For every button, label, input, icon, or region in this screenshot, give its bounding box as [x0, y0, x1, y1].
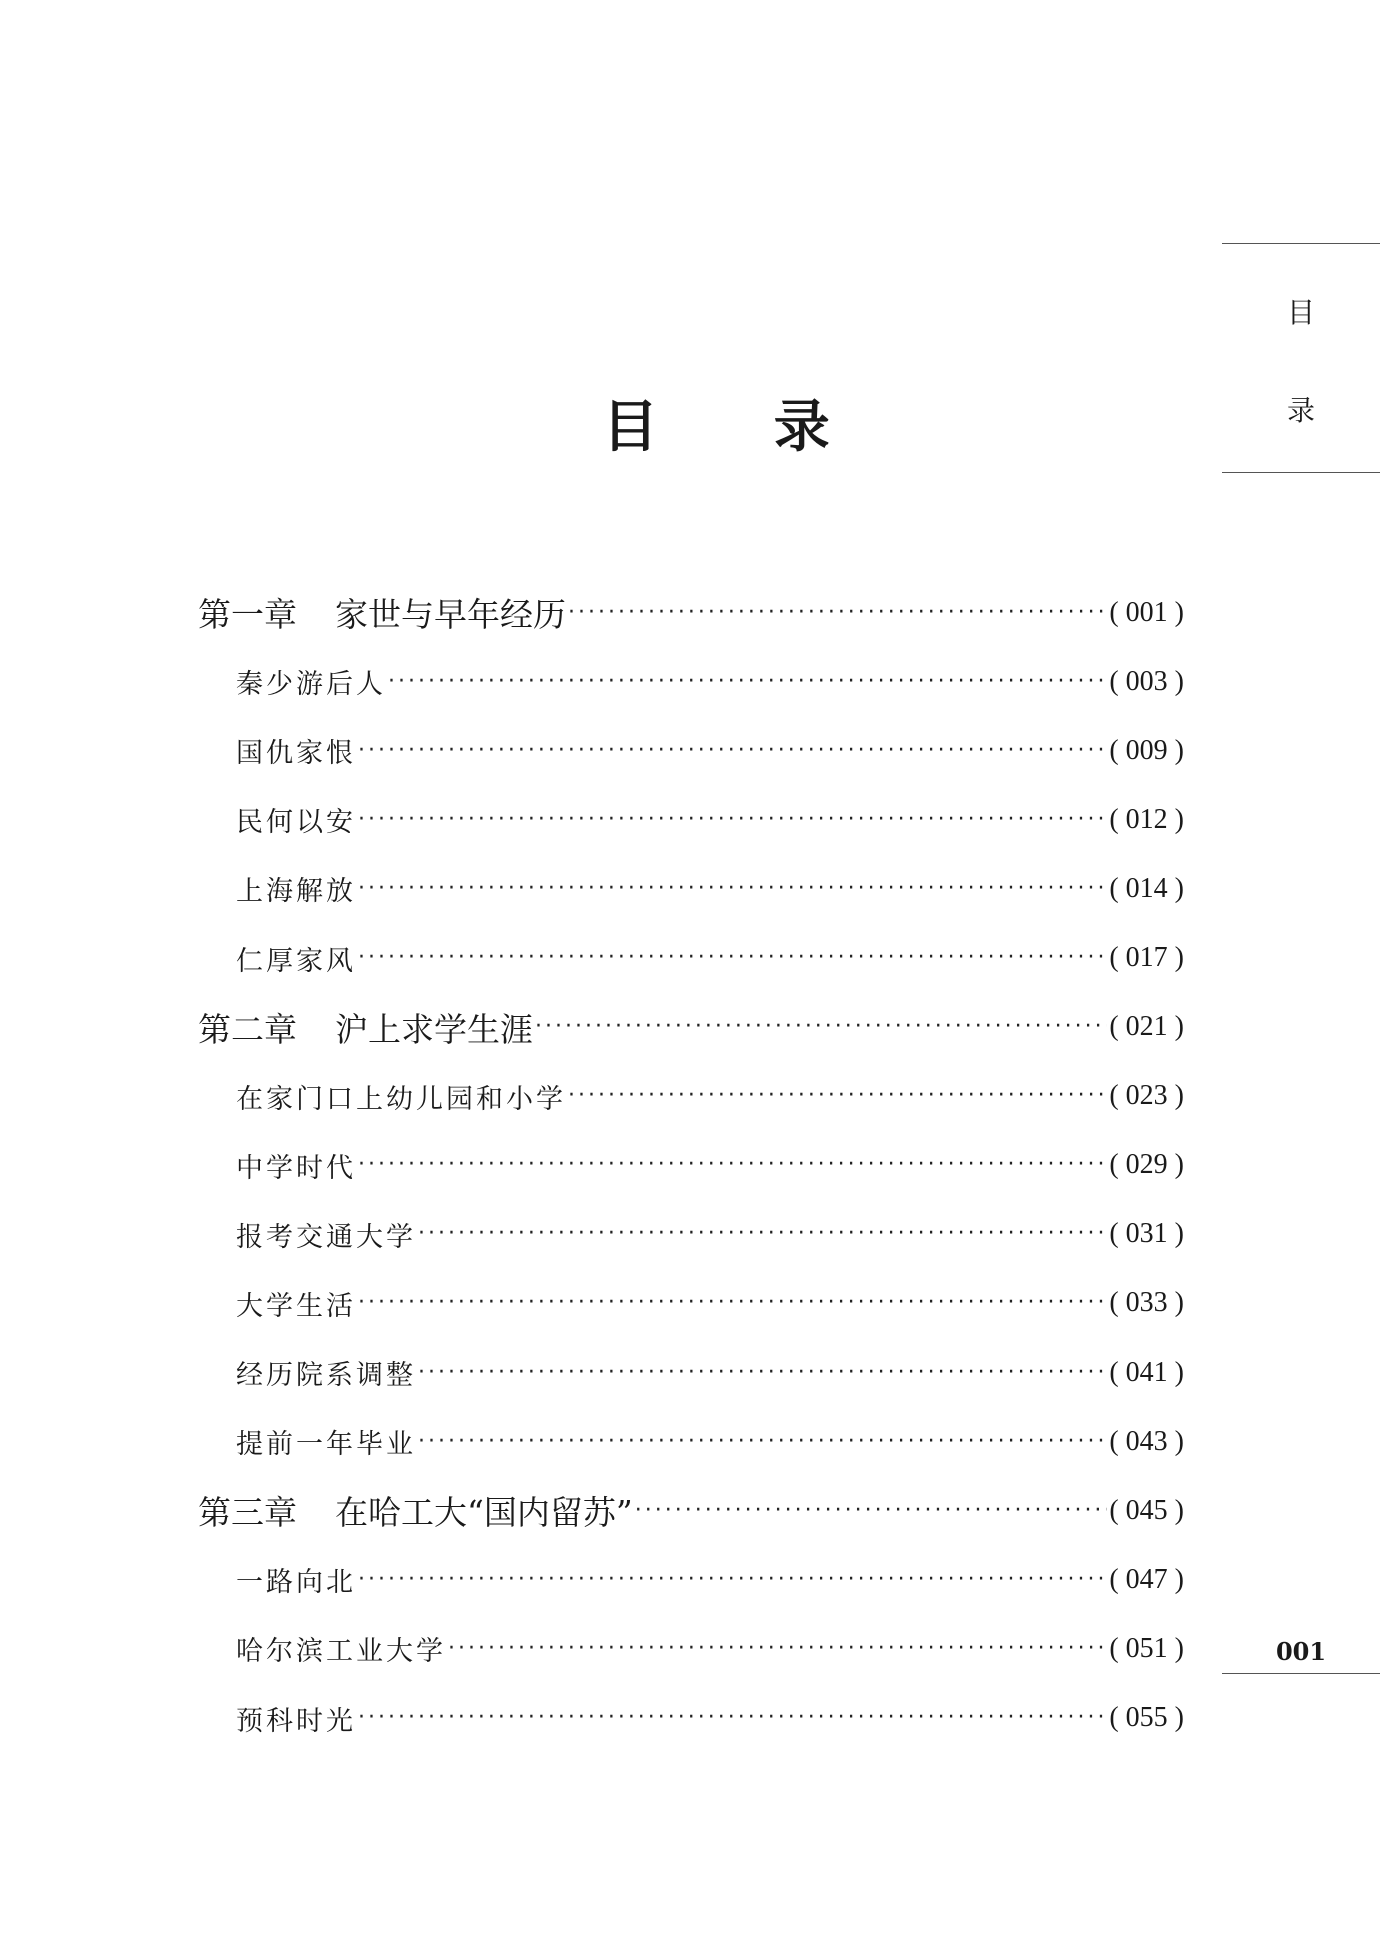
page-ref: ( 031 ) [1109, 1218, 1184, 1250]
section-title: 国仇家恨 [236, 738, 356, 770]
dot-leader [418, 1423, 1107, 1461]
toc-section-entry[interactable] [198, 785, 1184, 854]
chapter-title: 沪上求学生涯 [335, 1009, 533, 1049]
toc-section-entry[interactable] [198, 1131, 1184, 1200]
dot-leader [568, 594, 1107, 632]
toc-section-entry[interactable] [198, 647, 1184, 716]
dot-leader [388, 663, 1107, 701]
toc-section-entry[interactable] [198, 854, 1184, 923]
side-tab-bottom-rule [1222, 472, 1380, 473]
section-title: 在家门口上幼儿园和小学 [236, 1083, 566, 1115]
page-ref: ( 045 ) [1109, 1494, 1184, 1526]
dot-leader [418, 1215, 1107, 1253]
chapter-title: 在哈工大“国内留苏” [335, 1493, 633, 1533]
dot-leader [448, 1630, 1107, 1668]
chapter-number: 第三章 [198, 1493, 297, 1533]
side-tab-char: 目 [1286, 296, 1315, 329]
toc-section-entry[interactable] [198, 923, 1184, 992]
dot-leader [358, 1146, 1107, 1184]
toc-chapter-entry[interactable] [198, 993, 1184, 1062]
page-number-rule [1222, 1673, 1380, 1674]
section-title: 大学生活 [236, 1290, 356, 1322]
toc-section-entry[interactable] [198, 1062, 1184, 1131]
section-title: 民何以安 [236, 807, 356, 839]
dot-leader [358, 732, 1107, 770]
toc-section-entry[interactable] [198, 1338, 1184, 1407]
page-ref: ( 009 ) [1109, 734, 1184, 766]
page-ref: ( 033 ) [1109, 1287, 1184, 1319]
section-title: 秦少游后人 [236, 669, 386, 701]
page-ref: ( 043 ) [1109, 1425, 1184, 1457]
page-ref: ( 041 ) [1109, 1356, 1184, 1388]
section-title: 提前一年毕业 [236, 1429, 416, 1461]
section-title: 报考交通大学 [236, 1221, 416, 1253]
section-title: 预科时光 [236, 1705, 356, 1737]
toc-chapter-entry[interactable] [198, 1476, 1184, 1545]
section-title: 仁厚家风 [236, 945, 356, 977]
chapter-number: 第一章 [198, 595, 297, 635]
chapter-title: 家世与早年经历 [335, 595, 566, 635]
dot-leader [358, 1284, 1107, 1322]
page-ref: ( 021 ) [1109, 1011, 1184, 1043]
section-title: 经历院系调整 [236, 1360, 416, 1392]
toc-section-entry[interactable] [198, 1200, 1184, 1269]
page-ref: ( 014 ) [1109, 872, 1184, 904]
dot-leader [358, 1561, 1107, 1599]
dot-leader [635, 1492, 1108, 1530]
side-tab-char: 录 [1286, 394, 1315, 427]
toc-section-entry[interactable] [198, 1545, 1184, 1614]
toc-section-entry[interactable] [198, 1684, 1184, 1753]
section-title: 中学时代 [236, 1152, 356, 1184]
page-ref: ( 051 ) [1109, 1632, 1184, 1664]
dot-leader [568, 1077, 1107, 1115]
page-ref: ( 003 ) [1109, 665, 1184, 697]
page-ref: ( 029 ) [1109, 1149, 1184, 1181]
section-title: 一路向北 [236, 1567, 356, 1599]
toc-chapter-entry[interactable] [198, 578, 1184, 647]
toc-section-entry[interactable] [198, 1407, 1184, 1476]
dot-leader [358, 801, 1107, 839]
dot-leader [358, 1699, 1107, 1737]
page-ref: ( 017 ) [1109, 942, 1184, 974]
page-ref: ( 012 ) [1109, 803, 1184, 835]
dot-leader [535, 1008, 1107, 1046]
page-ref: ( 047 ) [1109, 1563, 1184, 1595]
toc-section-entry[interactable] [198, 1614, 1184, 1683]
side-tab-top-rule [1222, 243, 1380, 244]
dot-leader [418, 1354, 1107, 1392]
dot-leader [358, 870, 1107, 908]
toc-section-entry[interactable] [198, 1269, 1184, 1338]
section-title: 哈尔滨工业大学 [236, 1636, 446, 1668]
page-title: 目 录 [602, 394, 878, 460]
chapter-number: 第二章 [198, 1009, 297, 1049]
page-number: 001 [1275, 1637, 1327, 1666]
page-ref: ( 023 ) [1109, 1080, 1184, 1112]
dot-leader [358, 939, 1107, 977]
section-title: 上海解放 [236, 876, 356, 908]
toc-section-entry[interactable] [198, 716, 1184, 785]
page-ref: ( 055 ) [1109, 1702, 1184, 1734]
table-of-contents [198, 578, 1184, 1753]
page-ref: ( 001 ) [1109, 596, 1184, 628]
